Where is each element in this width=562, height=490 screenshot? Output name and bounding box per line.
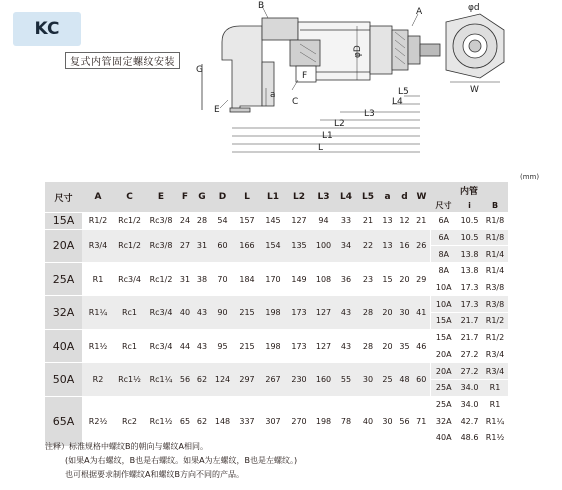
table-row (45, 296, 508, 313)
table-cell: 56 (396, 396, 413, 446)
table-cell: R1 (82, 263, 114, 296)
table-cell: 30 (396, 296, 413, 329)
label-L4: L4 (392, 97, 403, 107)
table-cell: 38 (193, 263, 211, 296)
table-cell: 34 (335, 229, 357, 262)
header-F: F (177, 182, 193, 213)
table-cell: Rc3/4 (145, 329, 177, 362)
inner-cell: 13.8 (457, 263, 482, 280)
header-inner-i: i (457, 199, 482, 212)
inner-cell: 34.0 (457, 396, 482, 413)
label-L5: L5 (398, 87, 409, 97)
inner-cell: 21.7 (457, 329, 482, 346)
technical-drawing (0, 0, 562, 175)
header-inner-size: 尺寸 (430, 199, 457, 212)
table-cell: 35 (396, 329, 413, 362)
table-cell: Rc1/2 (114, 229, 145, 262)
header-d: d (396, 182, 413, 213)
table-cell: 33 (335, 213, 357, 230)
table-cell: 267 (260, 363, 286, 396)
inner-cell: 6A (430, 213, 457, 230)
table-cell: 157 (234, 213, 260, 230)
label-A: A (416, 7, 423, 17)
table-cell: 60 (413, 363, 430, 396)
notes (45, 440, 297, 482)
table-cell: 20 (396, 263, 413, 296)
table-cell: R1½ (82, 329, 114, 362)
table-cell: 28 (193, 213, 211, 230)
inner-cell: 10A (430, 279, 457, 296)
table-cell: 78 (335, 396, 357, 446)
inner-cell: R1/8 (482, 213, 508, 230)
header-C: C (114, 182, 145, 213)
table-cell: R1/2 (82, 213, 114, 230)
table-cell: 71 (413, 396, 430, 446)
table-cell: 21 (357, 213, 379, 230)
size-cell: 15A (45, 213, 82, 230)
unit-label: (mm) (520, 173, 540, 181)
table-cell: 27 (177, 229, 193, 262)
inner-cell: 6A (430, 229, 457, 246)
inner-cell: 48.6 (457, 429, 482, 445)
header-a: a (379, 182, 396, 213)
table-cell: 173 (286, 329, 312, 362)
table-cell: 12 (396, 213, 413, 230)
header-size: 尺寸 (45, 182, 82, 213)
table-cell: 31 (193, 229, 211, 262)
table-cell: 22 (357, 229, 379, 262)
table-row (45, 363, 508, 380)
inner-cell: 40A (430, 429, 457, 445)
inner-cell: R1¼ (482, 413, 508, 430)
table-cell: 337 (234, 396, 260, 446)
label-B: B (258, 1, 265, 11)
table-cell: 43 (335, 329, 357, 362)
label-L3: L3 (364, 109, 375, 119)
inner-cell: 42.7 (457, 413, 482, 430)
table-cell: 154 (260, 229, 286, 262)
label-F: F (302, 71, 308, 81)
table-cell: 46 (413, 329, 430, 362)
inner-cell: 17.3 (457, 279, 482, 296)
inner-cell: R1½ (482, 429, 508, 445)
inner-cell: 20A (430, 363, 457, 380)
table-cell: 44 (177, 329, 193, 362)
table-cell: 145 (260, 213, 286, 230)
table-cell: 198 (312, 396, 335, 446)
table-row (45, 213, 508, 230)
table-cell: R2 (82, 363, 114, 396)
table-cell: Rc1 (114, 296, 145, 329)
size-cell: 50A (45, 363, 82, 396)
table-cell: 20 (379, 329, 396, 362)
table-cell: 25 (379, 363, 396, 396)
inner-cell: 20A (430, 346, 457, 363)
header-L2: L2 (286, 182, 312, 213)
note-line: 也可根据要求制作螺纹A和螺纹B方向不同的产品。 (65, 470, 244, 479)
inner-cell: 13.8 (457, 246, 482, 263)
table-cell: Rc3/4 (114, 263, 145, 296)
table-cell: 127 (286, 213, 312, 230)
table-cell: 30 (357, 363, 379, 396)
table-cell: 41 (413, 296, 430, 329)
label-W: W (470, 85, 479, 95)
table-cell: 95 (211, 329, 234, 362)
table-cell: Rc1/2 (145, 263, 177, 296)
header-inner-pipe: 内管 (430, 182, 508, 199)
table-cell: 166 (234, 229, 260, 262)
header-L4: L4 (335, 182, 357, 213)
table-cell: 15 (379, 263, 396, 296)
header-L: L (234, 182, 260, 213)
inner-cell: R1/4 (482, 246, 508, 263)
size-cell: 20A (45, 229, 82, 262)
inner-cell: 8A (430, 263, 457, 280)
table-cell: 160 (312, 363, 335, 396)
note-line: 注释）标准规格中螺纹B的朝向与螺纹A相同。 (45, 442, 208, 451)
table-cell: 55 (335, 363, 357, 396)
table-cell: 26 (413, 229, 430, 262)
header-E: E (145, 182, 177, 213)
table-cell: 40 (177, 296, 193, 329)
size-cell: 65A (45, 396, 82, 446)
table-cell: 23 (357, 263, 379, 296)
header-L5: L5 (357, 182, 379, 213)
table-cell: 108 (312, 263, 335, 296)
header-inner-B: B (482, 199, 508, 212)
label-a: a (270, 90, 276, 100)
table-cell: 43 (193, 296, 211, 329)
inner-cell: R1/4 (482, 263, 508, 280)
table-cell: 28 (357, 296, 379, 329)
table-cell: 48 (396, 363, 413, 396)
table-cell: 28 (357, 329, 379, 362)
size-cell: 25A (45, 263, 82, 296)
header-D: D (211, 182, 234, 213)
header-W: W (413, 182, 430, 213)
installation-subtitle: 复式内管固定螺纹安装 (65, 52, 180, 69)
table-cell: 29 (413, 263, 430, 296)
table-cell: 124 (211, 363, 234, 396)
note-line: (如果A为右螺纹，B也是右螺纹。如果A为左螺纹，B也是左螺纹。) (65, 456, 298, 465)
inner-cell: 27.2 (457, 363, 482, 380)
table-row (45, 396, 508, 413)
label-L2: L2 (334, 119, 345, 129)
table-cell: 90 (211, 296, 234, 329)
inner-cell: 25A (430, 379, 457, 396)
inner-cell: 8A (430, 246, 457, 263)
table-cell: 62 (193, 363, 211, 396)
table-cell: Rc1½ (145, 396, 177, 446)
table-cell: Rc1¼ (145, 363, 177, 396)
table-cell: 173 (286, 296, 312, 329)
table-cell: 21 (413, 213, 430, 230)
table-cell: Rc2 (114, 396, 145, 446)
table-cell: 43 (335, 296, 357, 329)
table-cell: Rc3/8 (145, 213, 177, 230)
table-cell: 148 (211, 396, 234, 446)
size-cell: 32A (45, 296, 82, 329)
table-row (45, 263, 508, 280)
label-phi-d: φd (468, 3, 480, 13)
table-row (45, 329, 508, 346)
table-cell: 43 (193, 329, 211, 362)
inner-cell: 27.2 (457, 346, 482, 363)
table-cell: 40 (357, 396, 379, 446)
table-cell: 13 (379, 229, 396, 262)
table-cell: Rc1 (114, 329, 145, 362)
table-cell: 297 (234, 363, 260, 396)
header-A: A (82, 182, 114, 213)
inner-cell: R1 (482, 379, 508, 396)
inner-cell: 15A (430, 313, 457, 330)
table-cell: R1¼ (82, 296, 114, 329)
table-row (45, 229, 508, 246)
table-cell: 307 (260, 396, 286, 446)
header-L1: L1 (260, 182, 286, 213)
inner-cell: 25A (430, 396, 457, 413)
table-cell: 13 (379, 213, 396, 230)
inner-cell: R3/4 (482, 363, 508, 380)
inner-cell: R3/8 (482, 296, 508, 313)
header-G: G (193, 182, 211, 213)
table-cell: Rc3/8 (145, 229, 177, 262)
label-L1: L1 (322, 131, 333, 141)
table-cell: R3/4 (82, 229, 114, 262)
table-cell: 94 (312, 213, 335, 230)
table-cell: 24 (177, 213, 193, 230)
table-cell: 56 (177, 363, 193, 396)
table-cell: 127 (312, 296, 335, 329)
inner-cell: R3/4 (482, 346, 508, 363)
label-L: L (318, 143, 324, 153)
table-cell: 270 (286, 396, 312, 446)
table-cell: 36 (335, 263, 357, 296)
label-phi-D: φD (353, 45, 363, 58)
table-cell: 215 (234, 329, 260, 362)
table-cell: 62 (193, 396, 211, 446)
table-cell: Rc1½ (114, 363, 145, 396)
inner-cell: 10A (430, 296, 457, 313)
table-cell: 198 (260, 296, 286, 329)
table-cell: 149 (286, 263, 312, 296)
inner-cell: R1/2 (482, 313, 508, 330)
table-cell: 184 (234, 263, 260, 296)
table-cell: 31 (177, 263, 193, 296)
table-cell: 30 (379, 396, 396, 446)
spec-table-body (45, 213, 508, 446)
inner-cell: 15A (430, 329, 457, 346)
table-cell: 65 (177, 396, 193, 446)
table-cell: 100 (312, 229, 335, 262)
table-cell: 230 (286, 363, 312, 396)
header-L3: L3 (312, 182, 335, 213)
inner-cell: 10.5 (457, 213, 482, 230)
spec-table (45, 182, 508, 446)
inner-cell: R1/8 (482, 229, 508, 246)
inner-cell: R1/2 (482, 329, 508, 346)
label-C: C (292, 97, 299, 107)
inner-cell: R3/8 (482, 279, 508, 296)
table-cell: 20 (379, 296, 396, 329)
table-cell: 70 (211, 263, 234, 296)
table-cell: 54 (211, 213, 234, 230)
table-cell: Rc1/2 (114, 213, 145, 230)
inner-cell: R1 (482, 396, 508, 413)
size-cell: 40A (45, 329, 82, 362)
inner-cell: 17.3 (457, 296, 482, 313)
table-cell: 60 (211, 229, 234, 262)
table-cell: R2½ (82, 396, 114, 446)
table-cell: 170 (260, 263, 286, 296)
label-G: G (196, 65, 203, 75)
table-cell: 127 (312, 329, 335, 362)
label-E: E (214, 105, 220, 115)
table-cell: 16 (396, 229, 413, 262)
inner-cell: 21.7 (457, 313, 482, 330)
table-cell: 215 (234, 296, 260, 329)
inner-cell: 10.5 (457, 229, 482, 246)
model-badge: KC (13, 12, 81, 46)
table-cell: 135 (286, 229, 312, 262)
inner-cell: 34.0 (457, 379, 482, 396)
inner-cell: 32A (430, 413, 457, 430)
table-cell: Rc3/4 (145, 296, 177, 329)
table-cell: 198 (260, 329, 286, 362)
